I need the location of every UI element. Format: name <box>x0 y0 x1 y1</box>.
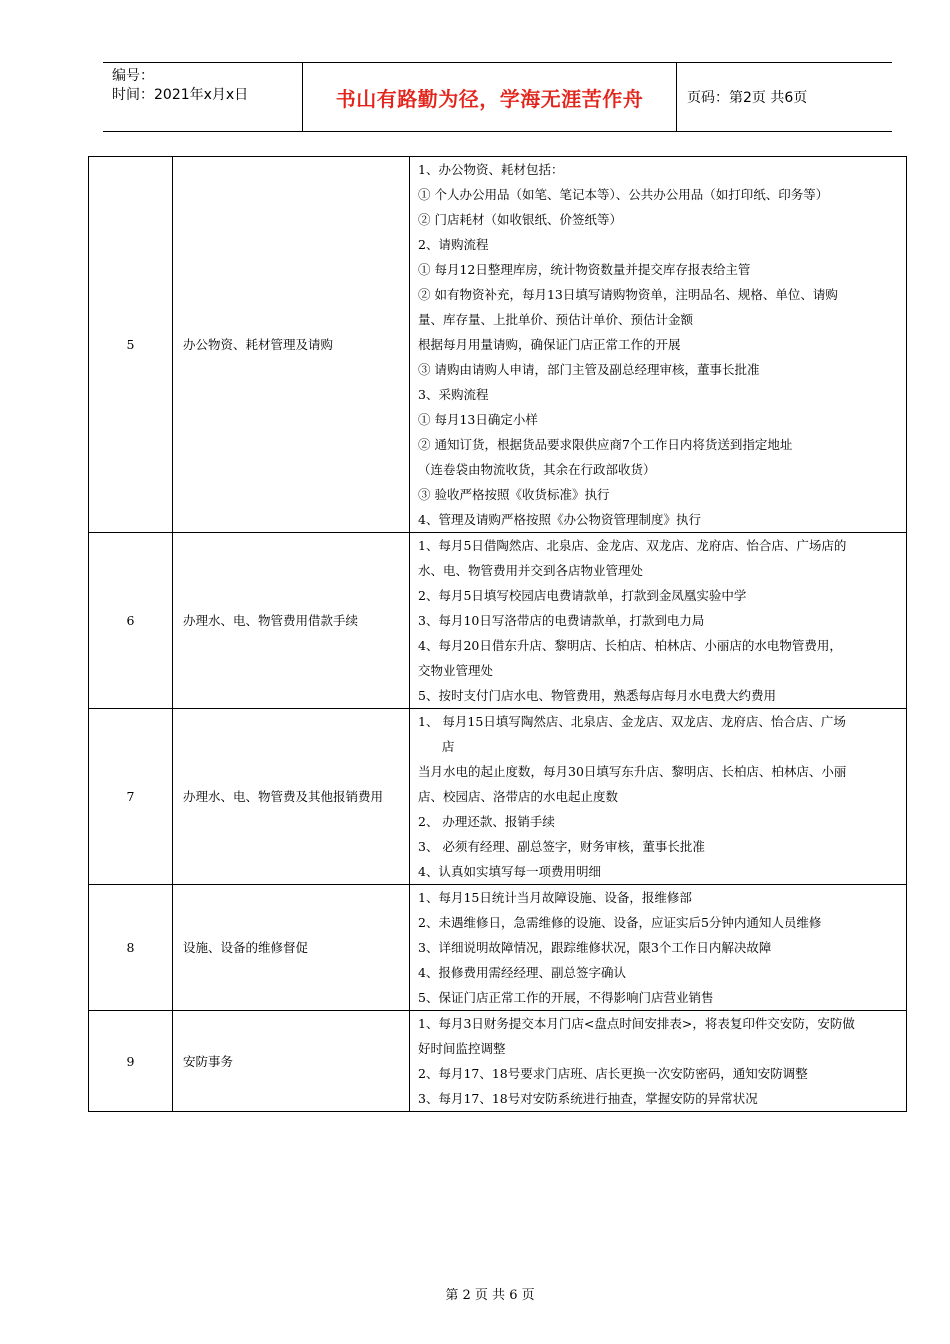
serial-label: 编号： <box>112 68 154 84</box>
content-line: ③ 请购由请购人申请，部门主管及副总经理审核，董事长批准 <box>418 362 760 377</box>
table-row <box>89 533 907 709</box>
content-line: 2、每月17、18号要求门店班、店长更换一次安防密码，通知安防调整 <box>418 1066 808 1081</box>
content-line: ① 每月12日整理库房，统计物资数量并提交库存报表给主管 <box>418 262 751 277</box>
content-line: ② 通知订货，根据货品要求限供应商7个工作日内将货送到指定地址 <box>418 437 793 452</box>
header-motto: 书山有路勤为径，学海无涯苦作舟 <box>303 63 677 131</box>
row-title: 设施、设备的维修督促 <box>173 885 410 1011</box>
content-line: ② 如有物资补充，每月13日填写请购物资单，注明品名、规格、单位、请购 <box>418 287 838 302</box>
content-line: ② 门店耗材（如收银纸、价签纸等） <box>418 212 622 227</box>
content-line: 好时间监控调整 <box>418 1041 506 1056</box>
table-row <box>89 1011 907 1112</box>
content-line: 3、 必须有经理、副总签字，财务审核，董事长批准 <box>418 839 705 854</box>
content-line: 2、 办理还款、报销手续 <box>418 814 555 829</box>
content-line: 4、认真如实填写每一项费用明细 <box>418 864 601 879</box>
content-line: 5、保证门店正常工作的开展，不得影响门店营业销售 <box>418 990 714 1005</box>
content-line: 交物业管理处 <box>418 663 494 678</box>
row-title: 办理水、电、物管费用借款手续 <box>173 533 410 709</box>
page-footer: 第 2 页 共 6 页 <box>445 1288 535 1303</box>
content-line: 4、管理及请购严格按照《办公物资管理制度》执行 <box>418 512 701 527</box>
row-content <box>410 157 907 533</box>
content-line: 1、办公物资、耗材包括： <box>418 162 564 177</box>
content-line: 4、报修费用需经经理、副总签字确认 <box>418 965 626 980</box>
row-content <box>410 709 907 885</box>
content-line: ① 个人办公用品（如笔、笔记本等）、公共办公用品（如打印纸、印务等） <box>418 187 829 202</box>
table-row <box>89 157 907 533</box>
content-line: 3、采购流程 <box>418 387 489 402</box>
row-number: 7 <box>89 709 173 885</box>
header-page-info: 页码：第2页 共6页 <box>687 90 808 106</box>
row-title: 安防事务 <box>173 1011 410 1112</box>
content-line: 3、每月17、18号对安防系统进行抽查，掌握安防的异常状况 <box>418 1091 758 1106</box>
content-line: 2、未遇维修日，急需维修的设施、设备，应证实后5分钟内通知人员维修 <box>418 915 822 930</box>
content-line: 3、详细说明故障情况，跟踪维修状况，限3个工作日内解决故障 <box>418 940 772 955</box>
content-line: 2、每月5日填写校园店电费请款单，打款到金凤凰实验中学 <box>418 588 747 603</box>
table-row <box>89 709 907 885</box>
content-line: 5、按时支付门店水电、物管费用，熟悉每店每月水电费大约费用 <box>418 688 776 703</box>
content-line: 1、每月3日财务提交本月门店<盘点时间安排表>，将表复印件交安防，安防做 <box>418 1016 855 1031</box>
row-content <box>410 885 907 1011</box>
content-line: 1、每月15日统计当月故障设施、设备，报维修部 <box>418 890 692 905</box>
row-content <box>410 533 907 709</box>
row-content <box>410 1011 907 1112</box>
duty-table <box>88 156 907 1112</box>
content-line: 当月水电的起止度数，每月30日填写东升店、黎明店、长柏店、柏林店、小丽 <box>418 764 847 779</box>
content-line: 店 <box>418 739 455 754</box>
content-line: （连卷袋由物流收货，其余在行政部收货） <box>418 462 656 477</box>
content-line: 水、电、物管费用并交到各店物业管理处 <box>418 563 644 578</box>
header-meta <box>103 63 303 131</box>
row-number: 6 <box>89 533 173 709</box>
content-line: 4、每月20日借东升店、黎明店、长柏店、柏林店、小丽店的水电物管费用， <box>418 638 842 653</box>
content-line: ③ 验收严格按照《收货标准》执行 <box>418 487 610 502</box>
content-line: 3、每月10日写洛带店的电费请款单，打款到电力局 <box>418 613 705 628</box>
content-line: 店、校园店、洛带店的水电起止度数 <box>418 789 619 804</box>
row-title: 办理水、电、物管费及其他报销费用 <box>173 709 410 885</box>
row-title: 办公物资、耗材管理及请购 <box>173 157 410 533</box>
table-row <box>89 885 907 1011</box>
row-number: 9 <box>89 1011 173 1112</box>
time-label: 时间：2021年x月x日 <box>112 87 249 103</box>
content-line: 1、每月5日借陶然店、北泉店、金龙店、双龙店、龙府店、怡合店、广场店的 <box>418 538 847 553</box>
page-header <box>103 62 892 132</box>
content-line: 1、 每月15日填写陶然店、北泉店、金龙店、双龙店、龙府店、怡合店、广场 <box>418 714 846 729</box>
row-number: 5 <box>89 157 173 533</box>
content-line: ① 每月13日确定小样 <box>418 412 538 427</box>
content-line: 根据每月用量请购，确保证门店正常工作的开展 <box>418 337 681 352</box>
content-line: 量、库存量、上批单价、预估计单价、预估计金额 <box>418 312 694 327</box>
row-number: 8 <box>89 885 173 1011</box>
content-line: 2、请购流程 <box>418 237 489 252</box>
